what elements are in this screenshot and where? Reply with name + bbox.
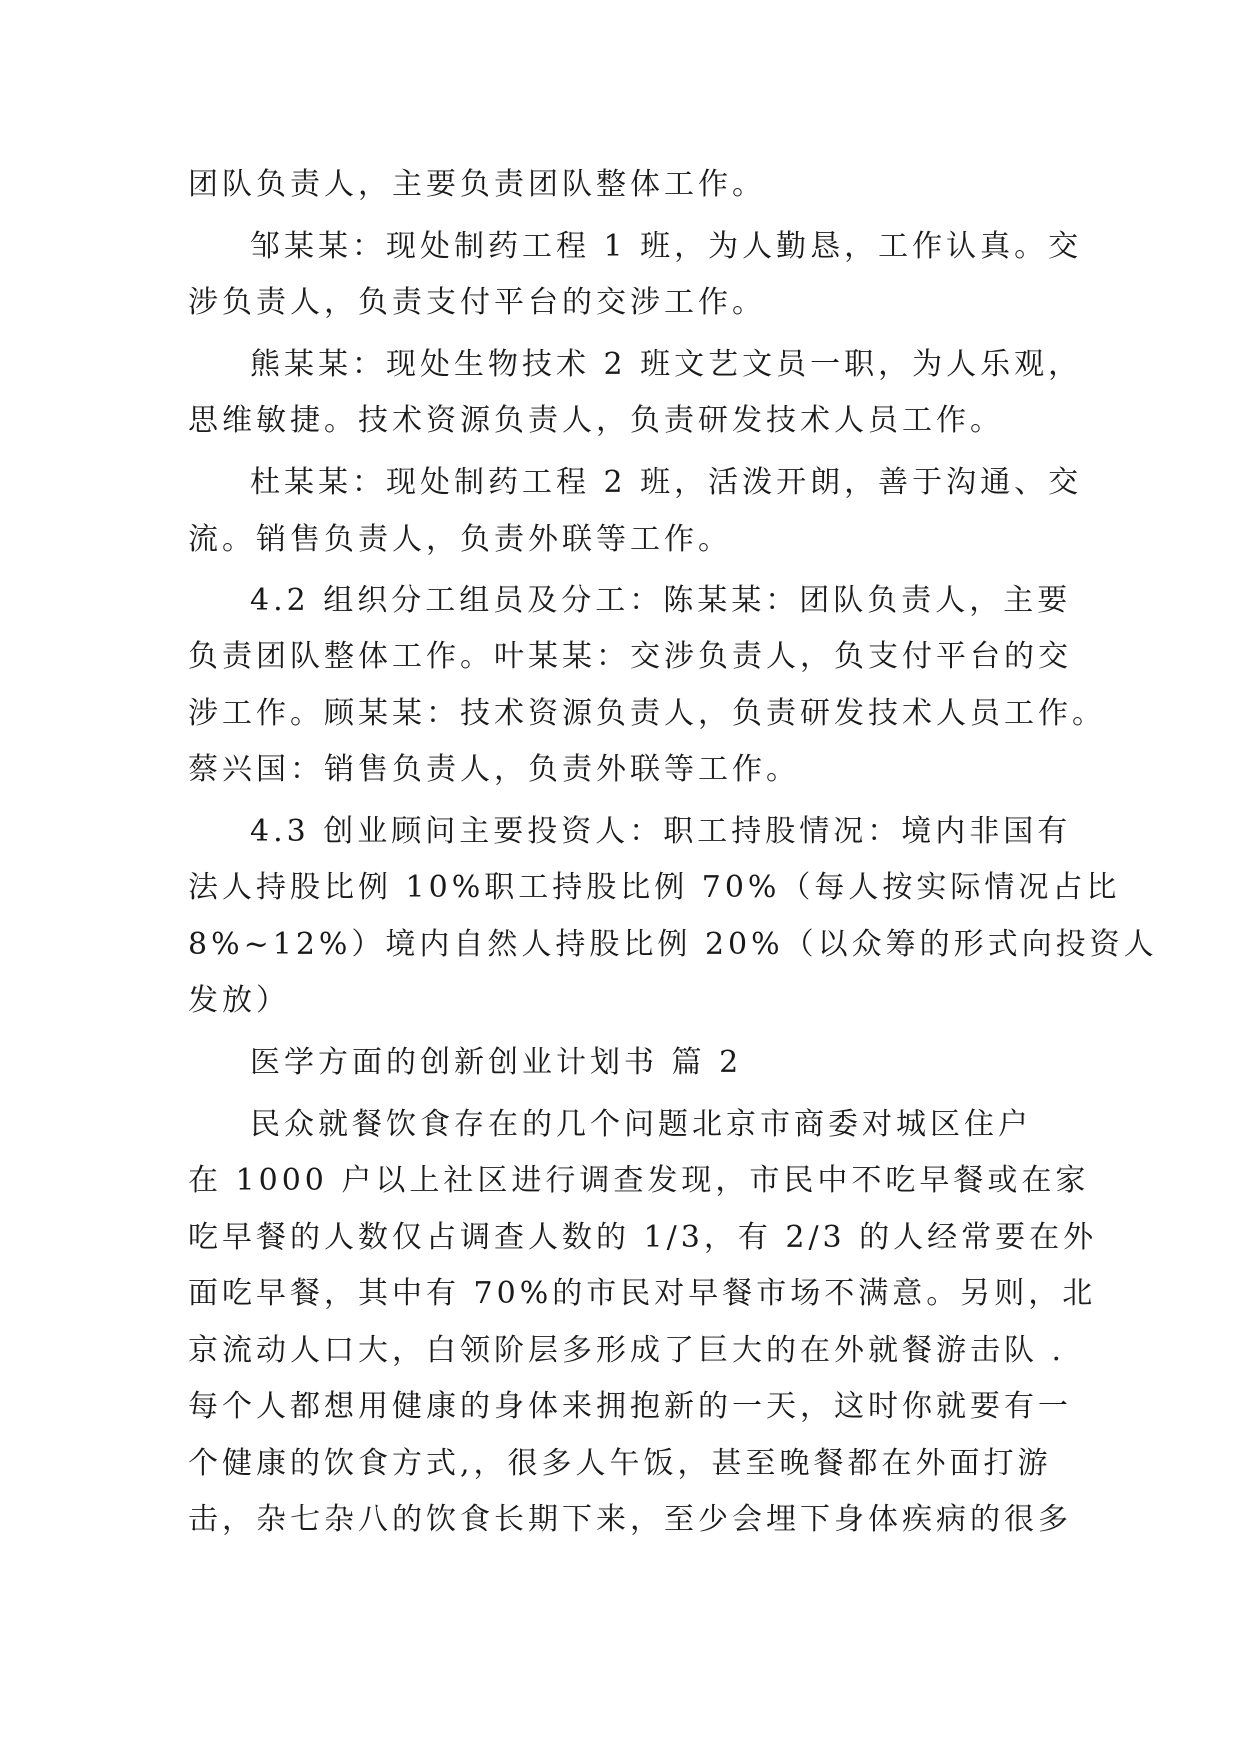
text-line: 个健康的饮食方式,，很多人午饭，甚至晚餐都在外面打游 <box>188 1446 1052 1481</box>
text-line: 蔡兴国：销售负责人，负责外联等工作。 <box>188 752 800 787</box>
text-line: 涉工作。顾某某：技术资源负责人，负责研发技术人员工作。 <box>188 696 1106 731</box>
text-line: 团队负责人，主要负责团队整体工作。 <box>188 167 766 202</box>
text-line: 4.3 创业顾问主要投资人：职工持股情况：境内非国有 <box>250 814 1072 849</box>
text-line: 民众就餐饮食存在的几个问题北京市商委对城区住户 <box>250 1107 1032 1142</box>
text-line: 击，杂七杂八的饮食长期下来，至少会埋下身体疾病的很多 <box>188 1502 1072 1537</box>
text-line: 思维敏捷。技术资源负责人，负责研发技术人员工作。 <box>188 403 1004 438</box>
section-heading: 医学方面的创新创业计划书 篇 2 <box>250 1045 743 1080</box>
text-line: 流。销售负责人，负责外联等工作。 <box>188 522 732 557</box>
text-line: 京流动人口大，白领阶层多形成了巨大的在外就餐游击队 . <box>188 1333 1066 1368</box>
text-line: 涉负责人，负责支付平台的交涉工作。 <box>188 285 766 320</box>
text-line: 每个人都想用健康的身体来拥抱新的一天，这时你就要有一 <box>188 1389 1072 1424</box>
text-line: 邹某某：现处制药工程 1 班，为人勤恳，工作认真。交 <box>250 229 1083 264</box>
text-line: 法人持股比例 10%职工持股比例 70%（每人按实际情况占比 <box>188 870 1121 905</box>
text-line: 8%~12%）境内自然人持股比例 20%（以众筹的形式向投资人 <box>188 927 1158 962</box>
text-line: 4.2 组织分工组员及分工：陈某某：团队负责人，主要 <box>250 583 1072 618</box>
text-line: 负责团队整体工作。叶某某：交涉负责人，负支付平台的交 <box>188 639 1072 674</box>
text-line: 面吃早餐，其中有 70%的市民对早餐市场不满意。另则，北 <box>188 1276 1097 1311</box>
text-line: 吃早餐的人数仅占调查人数的 1/3，有 2/3 的人经常要在外 <box>188 1220 1098 1255</box>
text-line: 在 1000 户以上社区进行调查发现，市民中不吃早餐或在家 <box>188 1163 1090 1198</box>
text-line: 发放） <box>188 983 290 1018</box>
text-line: 杜某某：现处制药工程 2 班，活泼开朗，善于沟通、交 <box>250 465 1083 500</box>
text-line: 熊某某：现处生物技术 2 班文艺文员一职，为人乐观， <box>250 347 1083 382</box>
